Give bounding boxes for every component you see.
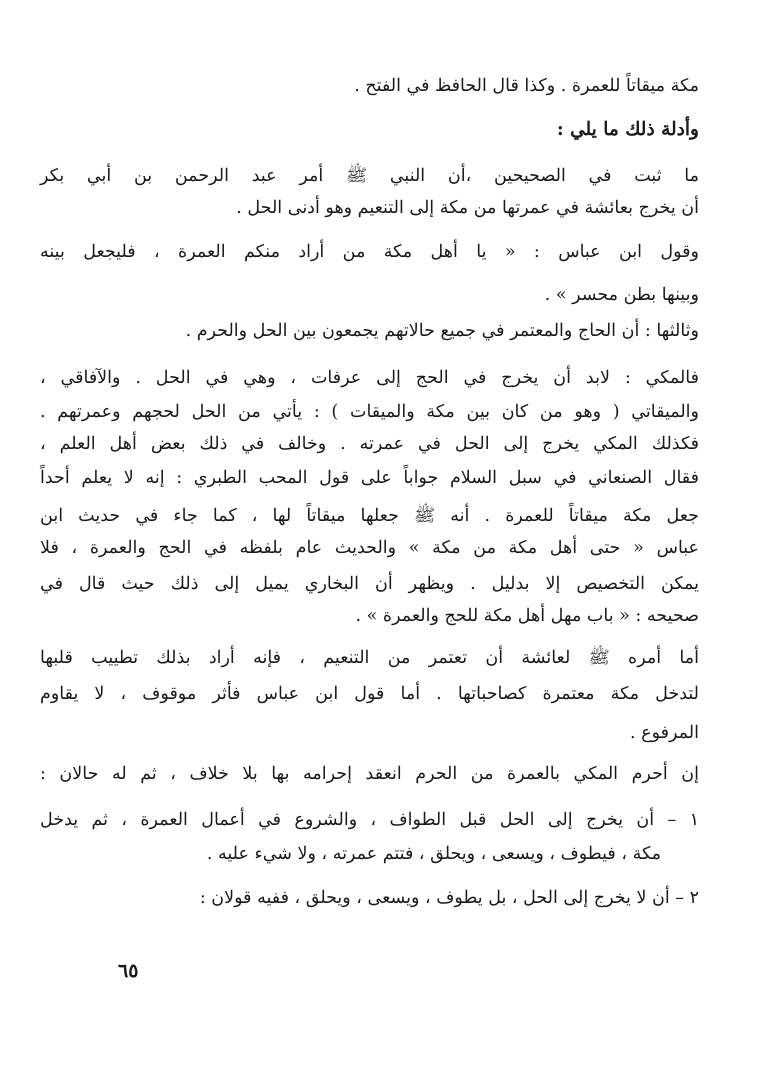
text-line: والميقاتي ( وهو من كان بين مكة والميقات ) : يأتي من الحل لحجهم وعمرتهم . [40,402,699,422]
text-line: فكذلك المكي يخرج إلى الحل في عمرته . وخالف في ذلك بعض أهل العلم ، [40,434,699,454]
text-line: أن يخرج بعائشة في عمرتها من مكة إلى التنعيم وهو أدنى الحل . [236,198,699,218]
section-heading: وأدلة ذلك ما يلي : [556,119,699,140]
text-line: وبينها بطن محسر » . [544,285,699,305]
text-line: جعل مكة ميقاتاً للعمرة . أنه ﷺ جعلها ميقاتاً لها ، كما جاء في حديث ابن [40,506,699,526]
text-line: إن أحرم المكي بالعمرة من الحرم انعقد إحرامه بها بلا خلاف ، ثم له حالان : [40,764,699,784]
text-line: فقال الصنعاني في سبل السلام جواباً على قول المحب الطبري : إنه لا يعلم أحداً [40,468,699,488]
text-line: المرفوع . [630,723,699,743]
text-line: لتدخل مكة معتمرة كصاحباتها . أما قول ابن عباس فأثر موقوف ، لا يقاوم [40,684,699,704]
text-line: مكة ميقاتاً للعمرة . وكذا قال الحافظ في الفتح . [354,76,699,96]
text-line: أما أمره ﷺ لعائشة أن تعتمر من التنعيم ، فإنه أراد بذلك تطييب قلبها [40,648,699,668]
text-line: ما ثبت في الصحيحين ،أن النبي ﷺ أمر عبد الرحمن بن أبي بكر [40,166,699,186]
text-line: يمكن التخصيص إلا بدليل . ويظهر أن البخاري يميل إلى ذلك حيث قال في [40,574,699,594]
list-item: ١ – أن يخرج إلى الحل قبل الطواف ، والشروع في أعمال العمرة ، ثم يدخل [40,810,699,830]
text-line: عباس « حتى أهل مكة من مكة » والحديث عام بلفظه في الحج والعمرة ، فلا [40,538,699,558]
text-line: وثالثها : أن الحاج والمعتمر في جميع حالاتهم يجمعون بين الحل والحرم . [185,321,699,341]
text-line: صحيحه : « باب مهل أهل مكة للحج والعمرة » . [355,606,699,626]
page-number: ٦٥ [118,960,139,982]
list-item: ٢ – أن لا يخرج إلى الحل ، بل يطوف ، ويسعى ، ويحلق ، ففيه قولان : [199,888,699,908]
text-line: وقول ابن عباس : « يا أهل مكة من أراد منكم العمرة ، فليجعل بينه [40,242,699,262]
text-line: فالمكي : لابد أن يخرج في الحج إلى عرفات ، وهي في الحل . والآفاقي ، [40,368,699,388]
text-line: مكة ، فيطوف ، ويسعى ، ويحلق ، فتتم عمرته ، ولا شيء عليه . [206,844,661,864]
